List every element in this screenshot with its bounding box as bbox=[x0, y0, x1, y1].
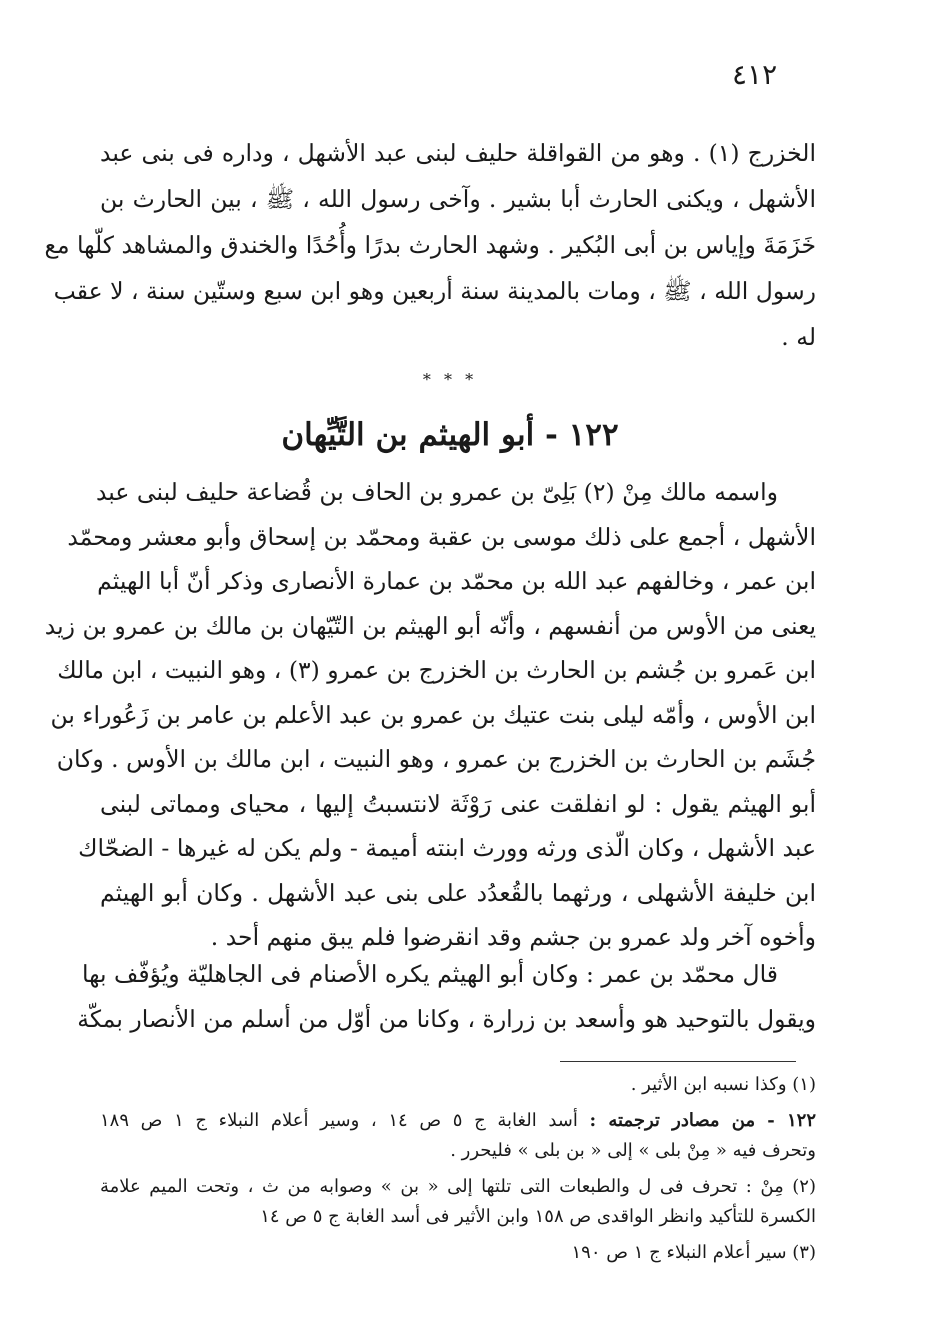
section-heading: ١٢٢ - أبو الهيثم بن التَّيِّهان bbox=[281, 417, 619, 453]
text-line: ابن عَمرو بن جُشم بن الحارث بن الخزرج بن عمرو (٣) ، وهو النبيت ، ابن مالك bbox=[57, 656, 816, 684]
footnote-1: (١) وكذا نسبه ابن الأثير . bbox=[630, 1074, 816, 1095]
paragraph-continuation bbox=[44, 130, 816, 360]
text-line: ابن خليفة الأشهلى ، ورثهما بالقُعدُد على بنى عبد الأشهل . وكان أبو الهيثم bbox=[100, 878, 816, 907]
sources-label: ١٢٢ - من مصادر ترجمته : bbox=[589, 1110, 816, 1131]
footnote-2: (٢) مِنْ : تحرف فى ل والطبعات التى تلتها إلى « بن » وصوابه من ث ، وتحت الميم علامة bbox=[100, 1176, 816, 1197]
section-separator: * * * bbox=[422, 370, 478, 389]
text-line: ابن الأوس ، وأمّه ليلى بنت عتيك بن عمرو بن عبد الأعلم بن عامر بن زَعُوراء بن bbox=[50, 700, 816, 729]
text-line: ويقول بالتوحيد هو وأسعد بن زرارة ، وكانا من أوّل من أسلم من الأنصار بمكّة bbox=[77, 1004, 816, 1033]
biography-paragraph bbox=[44, 470, 816, 960]
text-line: الأشهل ، أجمع على ذلك موسى بن عقبة ومحمّد بن إسحاق وأبو معشر ومحمّد bbox=[67, 522, 816, 551]
text-line: عبد الأشهل ، وكان الّذى ورثه وورث ابنته أميمة - ولم يكن له غيرها - الضحّاك bbox=[78, 834, 816, 862]
text-line: وأخوه آخر ولد عمرو بن جشم وقد انقرضوا فلم يبق منهم أحد . bbox=[210, 923, 816, 951]
footnote-3: (٣) سير أعلام النبلاء ج ١ ص ١٩٠ bbox=[571, 1242, 816, 1263]
footnote-divider bbox=[560, 1061, 796, 1062]
footnote-2-continued: الكسرة للتأكيد وانظر الواقدى ص ١٥٨ وابن الأثير فى أسد الغابة ج ٥ ص ١٤ bbox=[260, 1206, 816, 1227]
footnotes bbox=[100, 1070, 816, 1268]
text-line: جُشَم بن الحارث بن الخزرج بن عمرو ، وهو النبيت ، ابن مالك بن الأوس . وكان bbox=[56, 745, 816, 773]
text-line: خَزَمَةَ وإياس بن أبى البُكير . وشهد الحارث بدرًا وأُحُدًا والخندق والمشاهد كلّها مع bbox=[44, 231, 816, 259]
text-line: يعنى من الأوس من أنفسهم ، وأنّه أبو الهيثم بن التّيّهان بن مالك بن عمرو بن زيد bbox=[44, 611, 816, 640]
text-line: قال محمّد بن عمر : وكان أبو الهيثم يكره الأصنام فى الجاهليّة ويُؤفّف بها bbox=[82, 960, 778, 988]
sources-note-continued: وتحرف فيه « مِنْ بلى » إلى « بن بلى » فليحرر . bbox=[450, 1140, 816, 1161]
text-line: له . bbox=[781, 323, 816, 351]
sources-text: أسد الغابة ج ٥ ص ١٤ ، وسير أعلام النبلاء ج ١ ص ١٨٩ bbox=[100, 1110, 578, 1131]
page-number: ٤١٢ bbox=[732, 58, 778, 91]
text-line: رسول الله ، ﷺ ، ومات بالمدينة سنة أربعين وهو ابن سبع وستّين سنة ، لا عقب bbox=[53, 277, 816, 305]
text-line: الخزرج (١) . وهو من القواقلة حليف لبنى عبد الأشهل ، وداره فى بنى عبد bbox=[100, 139, 816, 167]
text-line: واسمه مالك مِنْ (٢) بَلِىّ بن عمرو بن الحاف بن قُضاعة حليف لبنى عبد bbox=[95, 478, 778, 506]
text-line: ابن عمر ، وخالفهم عبد الله بن محمّد بن عمارة الأنصارى وذكر أنّ أبا الهيثم bbox=[97, 567, 816, 595]
sources-note bbox=[100, 1106, 816, 1136]
quote-paragraph bbox=[77, 952, 816, 1041]
text-line: الأشهل ، ويكنى الحارث أبا بشير . وآخى رسول الله ، ﷺ ، بين الحارث بن bbox=[100, 185, 816, 213]
text-line: أبو الهيثم يقول : لو انفلقت عنى رَوْثَة لانتسبتُ إليها ، محياى ومماتى لبنى bbox=[100, 789, 816, 818]
